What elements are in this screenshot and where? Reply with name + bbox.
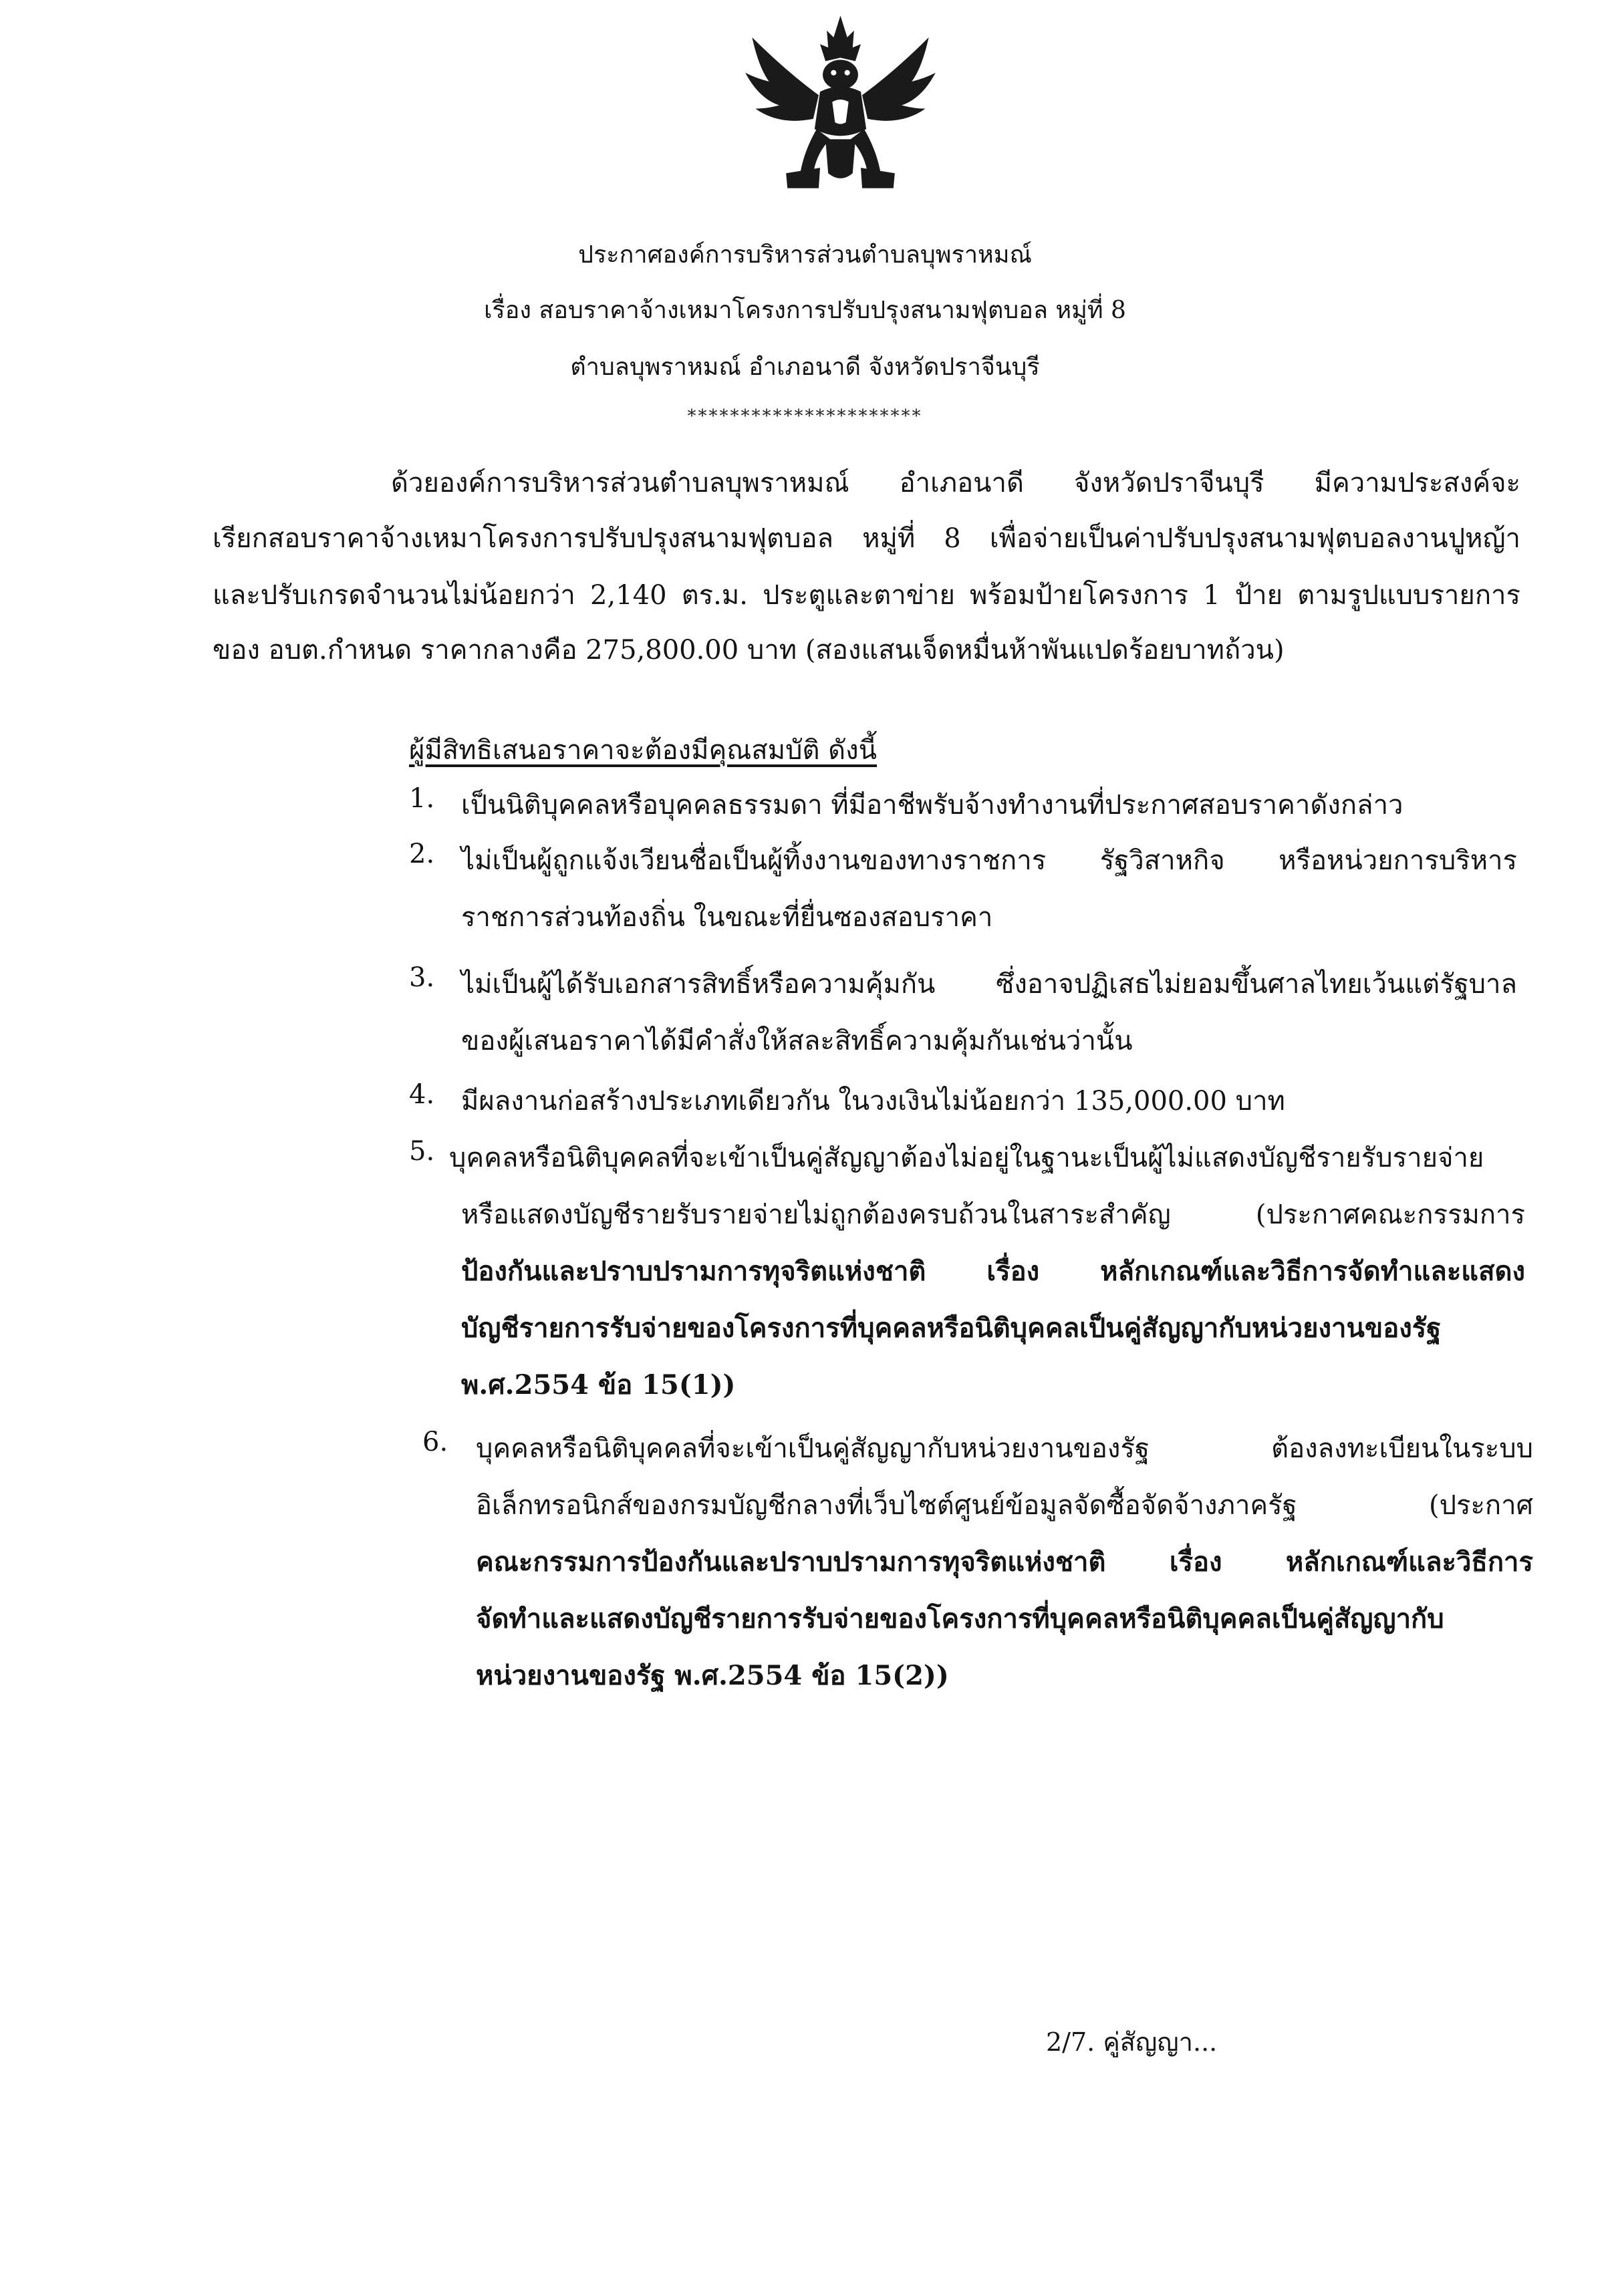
list-item-number: 2. xyxy=(409,839,435,869)
list-item-text: บัญชีรายการรับจ่ายของโครงการที่บุคคลหรือนิติบุคคลเป็นคู่สัญญากับหน่วยงานของรัฐ xyxy=(461,1312,1442,1344)
location-line: ตำบลบุพราหมณ์ อำเภอนาดี จังหวัดปราจีนบุรี xyxy=(570,353,1040,381)
list-item-number: 4. xyxy=(409,1079,435,1110)
subject-line: เรื่อง สอบราคาจ้างเหมาโครงการปรับปรุงสนามฟุตบอล หมู่ที่ 8 xyxy=(484,297,1126,324)
list-item-text: ของผู้เสนอราคาได้มีคำสั่งให้สละสิทธิ์ความคุ้มกันเช่นว่านั้น xyxy=(461,1026,1133,1056)
announcement-title: ประกาศองค์การบริหารส่วนตำบลบุพราหมณ์ xyxy=(578,241,1032,269)
header-divider: ********************** xyxy=(687,406,923,426)
list-item-number: 3. xyxy=(409,962,435,993)
intro-line-4: ของ อบต.กำหนด ราคากลางคือ 275,800.00 บาท (สองแสนเจ็ดหมื่นห้าพันแปดร้อยบาทถ้วน) xyxy=(213,635,1285,666)
list-item-text: จัดทำและแสดงบัญชีรายการรับจ่ายของโครงการที่บุคคลหรือนิติบุคคลเป็นคู่สัญญากับ xyxy=(476,1603,1444,1634)
list-item-text: หน่วยงานของรัฐ พ.ศ.2554 ข้อ 15(2)) xyxy=(476,1660,949,1691)
list-item-text: ไม่เป็นผู้ได้รับเอกสารสิทธิ์หรือความคุ้มกัน ซึ่งอาจปฏิเสธไม่ยอมขึ้นศาลไทยเว้นแต่รัฐบาล xyxy=(461,969,1517,1000)
list-item-text: ราชการส่วนท้องถิ่น ในขณะที่ยื่นซองสอบราคา xyxy=(461,902,993,933)
list-item-text: ป้องกันและปราบปรามการทุจริตแห่งชาติ เรื่อง หลักเกณฑ์และวิธีการจัดทำและแสดง xyxy=(461,1256,1525,1287)
garuda-emblem xyxy=(739,10,942,194)
list-item-text: ไม่เป็นผู้ถูกแจ้งเวียนชื่อเป็นผู้ทิ้งงานของทางราชการ รัฐวิสาหกิจ หรือหน่วยการบริหาร xyxy=(461,845,1517,876)
list-item-text: มีผลงานก่อสร้างประเภทเดียวกัน ในวงเงินไม่น้อยกว่า 135,000.00 บาท xyxy=(461,1086,1285,1117)
list-item-text: บุคคลหรือนิติบุคคลที่จะเข้าเป็นคู่สัญญาต้องไม่อยู่ในฐานะเป็นผู้ไม่แสดงบัญชีรายรับรายจ่าย xyxy=(449,1143,1484,1173)
list-item-number: 1. xyxy=(409,783,435,814)
intro-line-3: และปรับเกรดจำนวนไม่น้อยกว่า 2,140 ตร.ม. ประตูและตาข่าย พร้อมป้ายโครงการ 1 ป้าย ตามรูปแบบรายการ xyxy=(213,580,1520,611)
qualifications-heading: ผู้มีสิทธิเสนอราคาจะต้องมีคุณสมบัติ ดังนี้ xyxy=(409,735,878,766)
list-item-text: อิเล็กทรอนิกส์ของกรมบัญชีกลางที่เว็บไซต์ศูนย์ข้อมูลจัดซื้อจัดจ้างภาครัฐ (ประกาศ xyxy=(476,1490,1533,1521)
list-item-number: 5. xyxy=(409,1136,435,1167)
list-item-text: บุคคลหรือนิติบุคคลที่จะเข้าเป็นคู่สัญญากับหน่วยงานของรัฐ ต้องลงทะเบียนในระบบ xyxy=(476,1433,1533,1464)
intro-line-1: ด้วยองค์การบริหารส่วนตำบลบุพราหมณ์ อำเภอนาดี จังหวัดปราจีนบุรี มีความประสงค์จะ xyxy=(391,468,1520,498)
list-item-text: คณะกรรมการป้องกันและปราบปรามการทุจริตแห่งชาติ เรื่อง หลักเกณฑ์และวิธีการ xyxy=(476,1546,1533,1578)
page-continuation: 2/7. คู่สัญญา... xyxy=(1046,2027,1218,2057)
list-item-text: เป็นนิติบุคคลหรือบุคคลธรรมดา ที่มีอาชีพรับจ้างทำงานที่ประกาศสอบราคาดังกล่าว xyxy=(461,790,1403,821)
intro-line-2: เรียกสอบราคาจ้างเหมาโครงการปรับปรุงสนามฟุตบอล หมู่ที่ 8 เพื่อจ่ายเป็นค่าปรับปรุงสนามฟุตบอลงานปูหญ้า xyxy=(213,523,1520,554)
list-item-number: 6. xyxy=(422,1427,448,1457)
list-item-text: พ.ศ.2554 ข้อ 15(1)) xyxy=(461,1369,736,1401)
list-item-text: หรือแสดงบัญชีรายรับรายจ่ายไม่ถูกต้องครบถ้วนในสาระสำคัญ (ประกาศคณะกรรมการ xyxy=(461,1199,1525,1230)
